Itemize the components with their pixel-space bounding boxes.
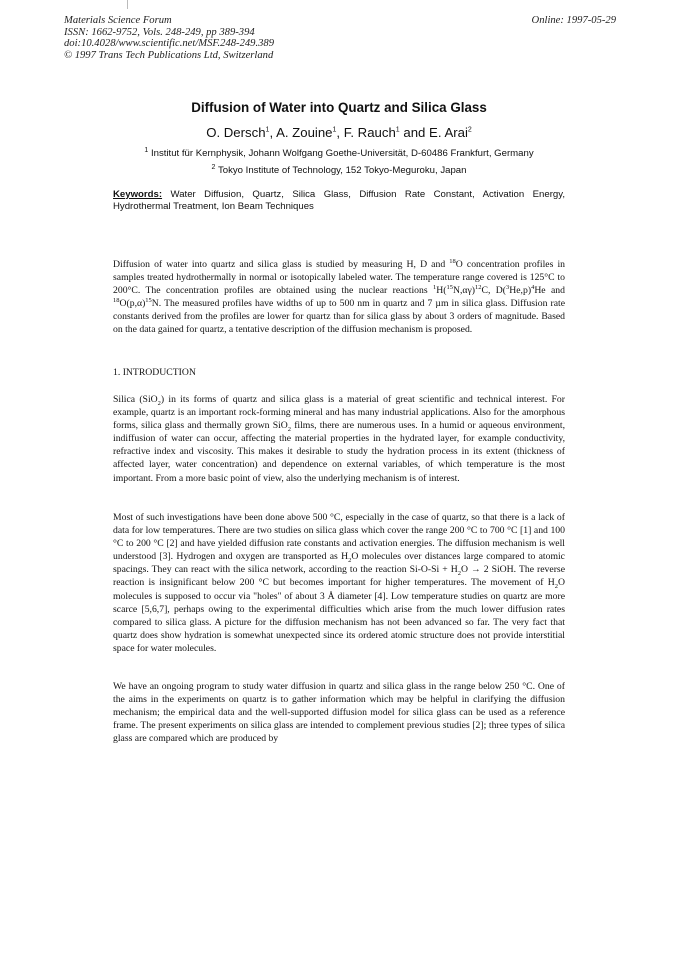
author: O. Dersch$^1$, — [206, 125, 277, 140]
issn-line: ISSN: 1662-9752, Vols. 248-249, pp 389-394 — [64, 26, 255, 38]
author: F. Rauch$^1$ and — [343, 125, 430, 140]
affiliation-2: $^2$ Tokyo Institute of Technology, 152 Tokyo-Meguroku, Japan — [211, 163, 467, 176]
doi-line[interactable]: doi:10.4028/www.scientific.net/MSF.248-249.389 — [64, 38, 274, 50]
journal-header — [64, 15, 274, 61]
keywords-label: Keywords: — [113, 189, 163, 200]
page-edge-mark — [127, 0, 128, 9]
copyright-line: © 1997 Trans Tech Publications Ltd, Switzerland — [64, 49, 274, 61]
affiliation-1: $^1$ Institut für Kernphysik, Johann Wolfgang Goethe-Universität, D-60486 Frankfurt, Germany — [144, 146, 534, 159]
keywords-text: Water Diffusion, Quartz, Silica Glass, Diffusion Rate Constant, Activation Energy, Hydrothermal Treatment, Ion Beam Techniques — [113, 189, 565, 212]
author: A. Zouine$^1$, — [276, 125, 344, 140]
abstract: Diffusion of water into quartz and silica glass is studied by measuring H, D and $^{18}$O concentration profiles in samples treated hydrothermally in normal or isotopically labeled water. The temperature range covered is 125°C to 200°C. The concentration profiles are obtained using the nuclear reactions $^1H(^{15}N,\alpha\gamma)^{12}C$, $D(^3He,p)^4He$ and $^{18}O(p,\alpha)^{15}N$. The measured profiles have widths of up to 500 nm in quartz and 7 µm in silica glass. Diffusion rate constants derived from the profiles are lower for quartz than for silica glass by about 3 orders of magnitude. Based on the data gained for quartz, a tentative description of the diffusion mechanism is proposed. — [113, 257, 565, 336]
paragraph: Silica (SiO$_2$) in its forms of quartz and silica glass is a material of great scientific and technical interest. For example, quartz is an important rock-forming mineral and has many industrial applications. Also for the amorphous forms, silica glass and thermally grown SiO$_2$ films, there are numerous uses. In a humid or aqueous environment, indiffusion of water can occur, affecting the material properties in the hydrated layer, for example conductivity, refractive index and viscosity. This makes it desirable to study the hydration process in its extent (thickness of affected layer, water concentration) and dependence on external variables, of which temperature is the most important. From a more basic point of view, also the underlying mechanism is of interest. — [113, 394, 566, 484]
paragraph: We have an ongoing program to study water diffusion in quartz and silica glass in the range below 250 °C. One of the aims in the experiments on quartz is to gather information which may be helpful in clarifying the diffusion mechanism; the empirical data and the well-supported diffusion model for silica glass can be used as a reference frame. The present experiments on silica glass are intended to complement previous studies [2]; three types of silica glass are compared which are produced by — [113, 681, 565, 745]
online-date: Online: 1997-05-29 — [531, 15, 616, 26]
author: E. Arai$^2$ — [429, 125, 472, 140]
section-heading: 1. INTRODUCTION — [113, 367, 196, 378]
paragraph: Most of such investigations have been done above 500 °C, especially in the case of quartz, so that there is a lack of data for low temperatures. There are two studies on silica glass which cover the range 200 °C to 700 °C [1] and 100 °C to 200 °C [2] and have yielded diffusion rate constants and activation energies. The diffusion mechanism is well understood [3]. Hydrogen and oxygen are transported as $H_2O$ molecules over distances large compared to atomic spacings. They can react with the silica network, according to the reaction $Si-O-Si + H_2O \to 2$ SiOH. The reverse reaction is insignificant below 200 °C but becomes important for higher temperatures. The movement of $H_2O$ molecules is supposed to occur via "holes" of about 3 Å diameter [4]. Low temperature studies on quartz are more scarce [5,6,7], perhaps owing to the experimental difficulties which arise from the much lower diffusion rates compared to silica glass. A picture for the diffusion mechanism has not been advanced so far. The very fact that quartz does show hydration is somewhat unexpected since its ordered atomic structure does not provide interstitial space for water molecules. — [113, 512, 565, 654]
keywords — [113, 189, 565, 213]
journal-name: Materials Science Forum — [64, 15, 172, 26]
paper-title: Diffusion of Water into Quartz and Silica Glass — [191, 100, 487, 115]
author-list — [0, 125, 678, 140]
